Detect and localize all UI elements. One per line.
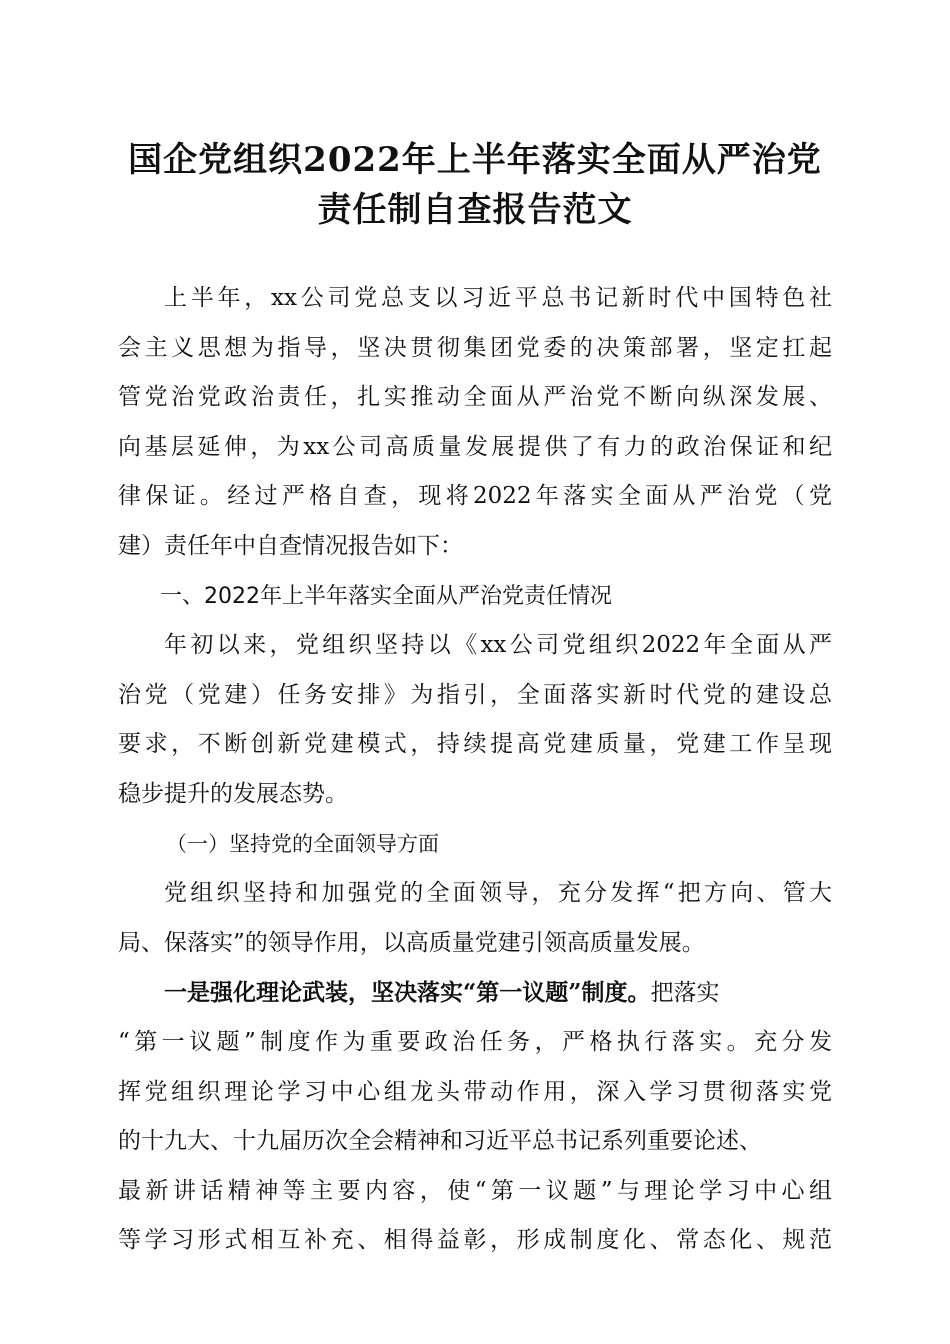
subsection-line: 局、保落实”的领导作用，以高质量党建引领高质量发展。: [118, 929, 705, 956]
point-line: 的十九大、十九届历次全会精神和习近平总书记系列重要论述、: [118, 1128, 762, 1155]
document-title: [118, 135, 832, 235]
point-line: 最新讲话精神等主要内容，使“第一议题”与理论学习中心组: [118, 1177, 832, 1204]
point-lead: 一是强化理论武装，坚决落实“第一议题”制度。: [164, 979, 651, 1007]
point-line: 等学习形式相互补充、相得益彰，形成制度化、常态化、规范: [118, 1227, 832, 1254]
point-line: 挥党组织理论学习中心组龙头带动作用，深入学习贯彻落实党: [118, 1078, 832, 1105]
intro-line: 律保证。经过严格自查，现将2022年落实全面从严治党（党: [118, 483, 832, 510]
point-line: “第一议题”制度作为重要政治任务，严格执行落实。充分发: [118, 1028, 832, 1055]
intro-line: 会主义思想为指导，坚决贯彻集团党委的决策部署，坚定扛起: [118, 334, 832, 361]
point-text: 把落实: [650, 980, 720, 1007]
title-line-2: 责任制自查报告范文: [317, 190, 633, 230]
title-line-1: 国企党组织2022年上半年落实全面从严治党: [128, 140, 822, 180]
intro-line: 向基层延伸，为xx公司高质量发展提供了有力的政治保证和纪: [118, 433, 832, 460]
point-1-first-line: [118, 968, 832, 1018]
section-line: 稳步提升的发展态势。: [118, 780, 348, 807]
subsection-line: 党组织坚持和加强党的全面领导，充分发挥“把方向、管大: [164, 880, 832, 907]
section-line: 要求，不断创新党建模式，持续提高党建质量，党建工作呈现: [118, 731, 832, 758]
document-body: [118, 274, 832, 1266]
intro-line: 建）责任年中自查情况报告如下：: [118, 532, 463, 559]
section-line: 年初以来，党组织坚持以《xx公司党组织2022年全面从严: [164, 632, 832, 659]
intro-line: 上半年，xx公司党总支以习近平总书记新时代中国特色社: [164, 285, 832, 311]
intro-line: 管党治党政治责任，扎实推动全面从严治党不断向纵深发展、: [118, 384, 832, 411]
section-line: 治党（党建）任务安排》为指引，全面落实新时代党的建设总: [118, 681, 832, 708]
subsection-heading: （一）坚持党的全面领导方面: [166, 831, 439, 856]
section-heading: 一、2022年上半年落实全面从严治党责任情况: [160, 583, 612, 609]
